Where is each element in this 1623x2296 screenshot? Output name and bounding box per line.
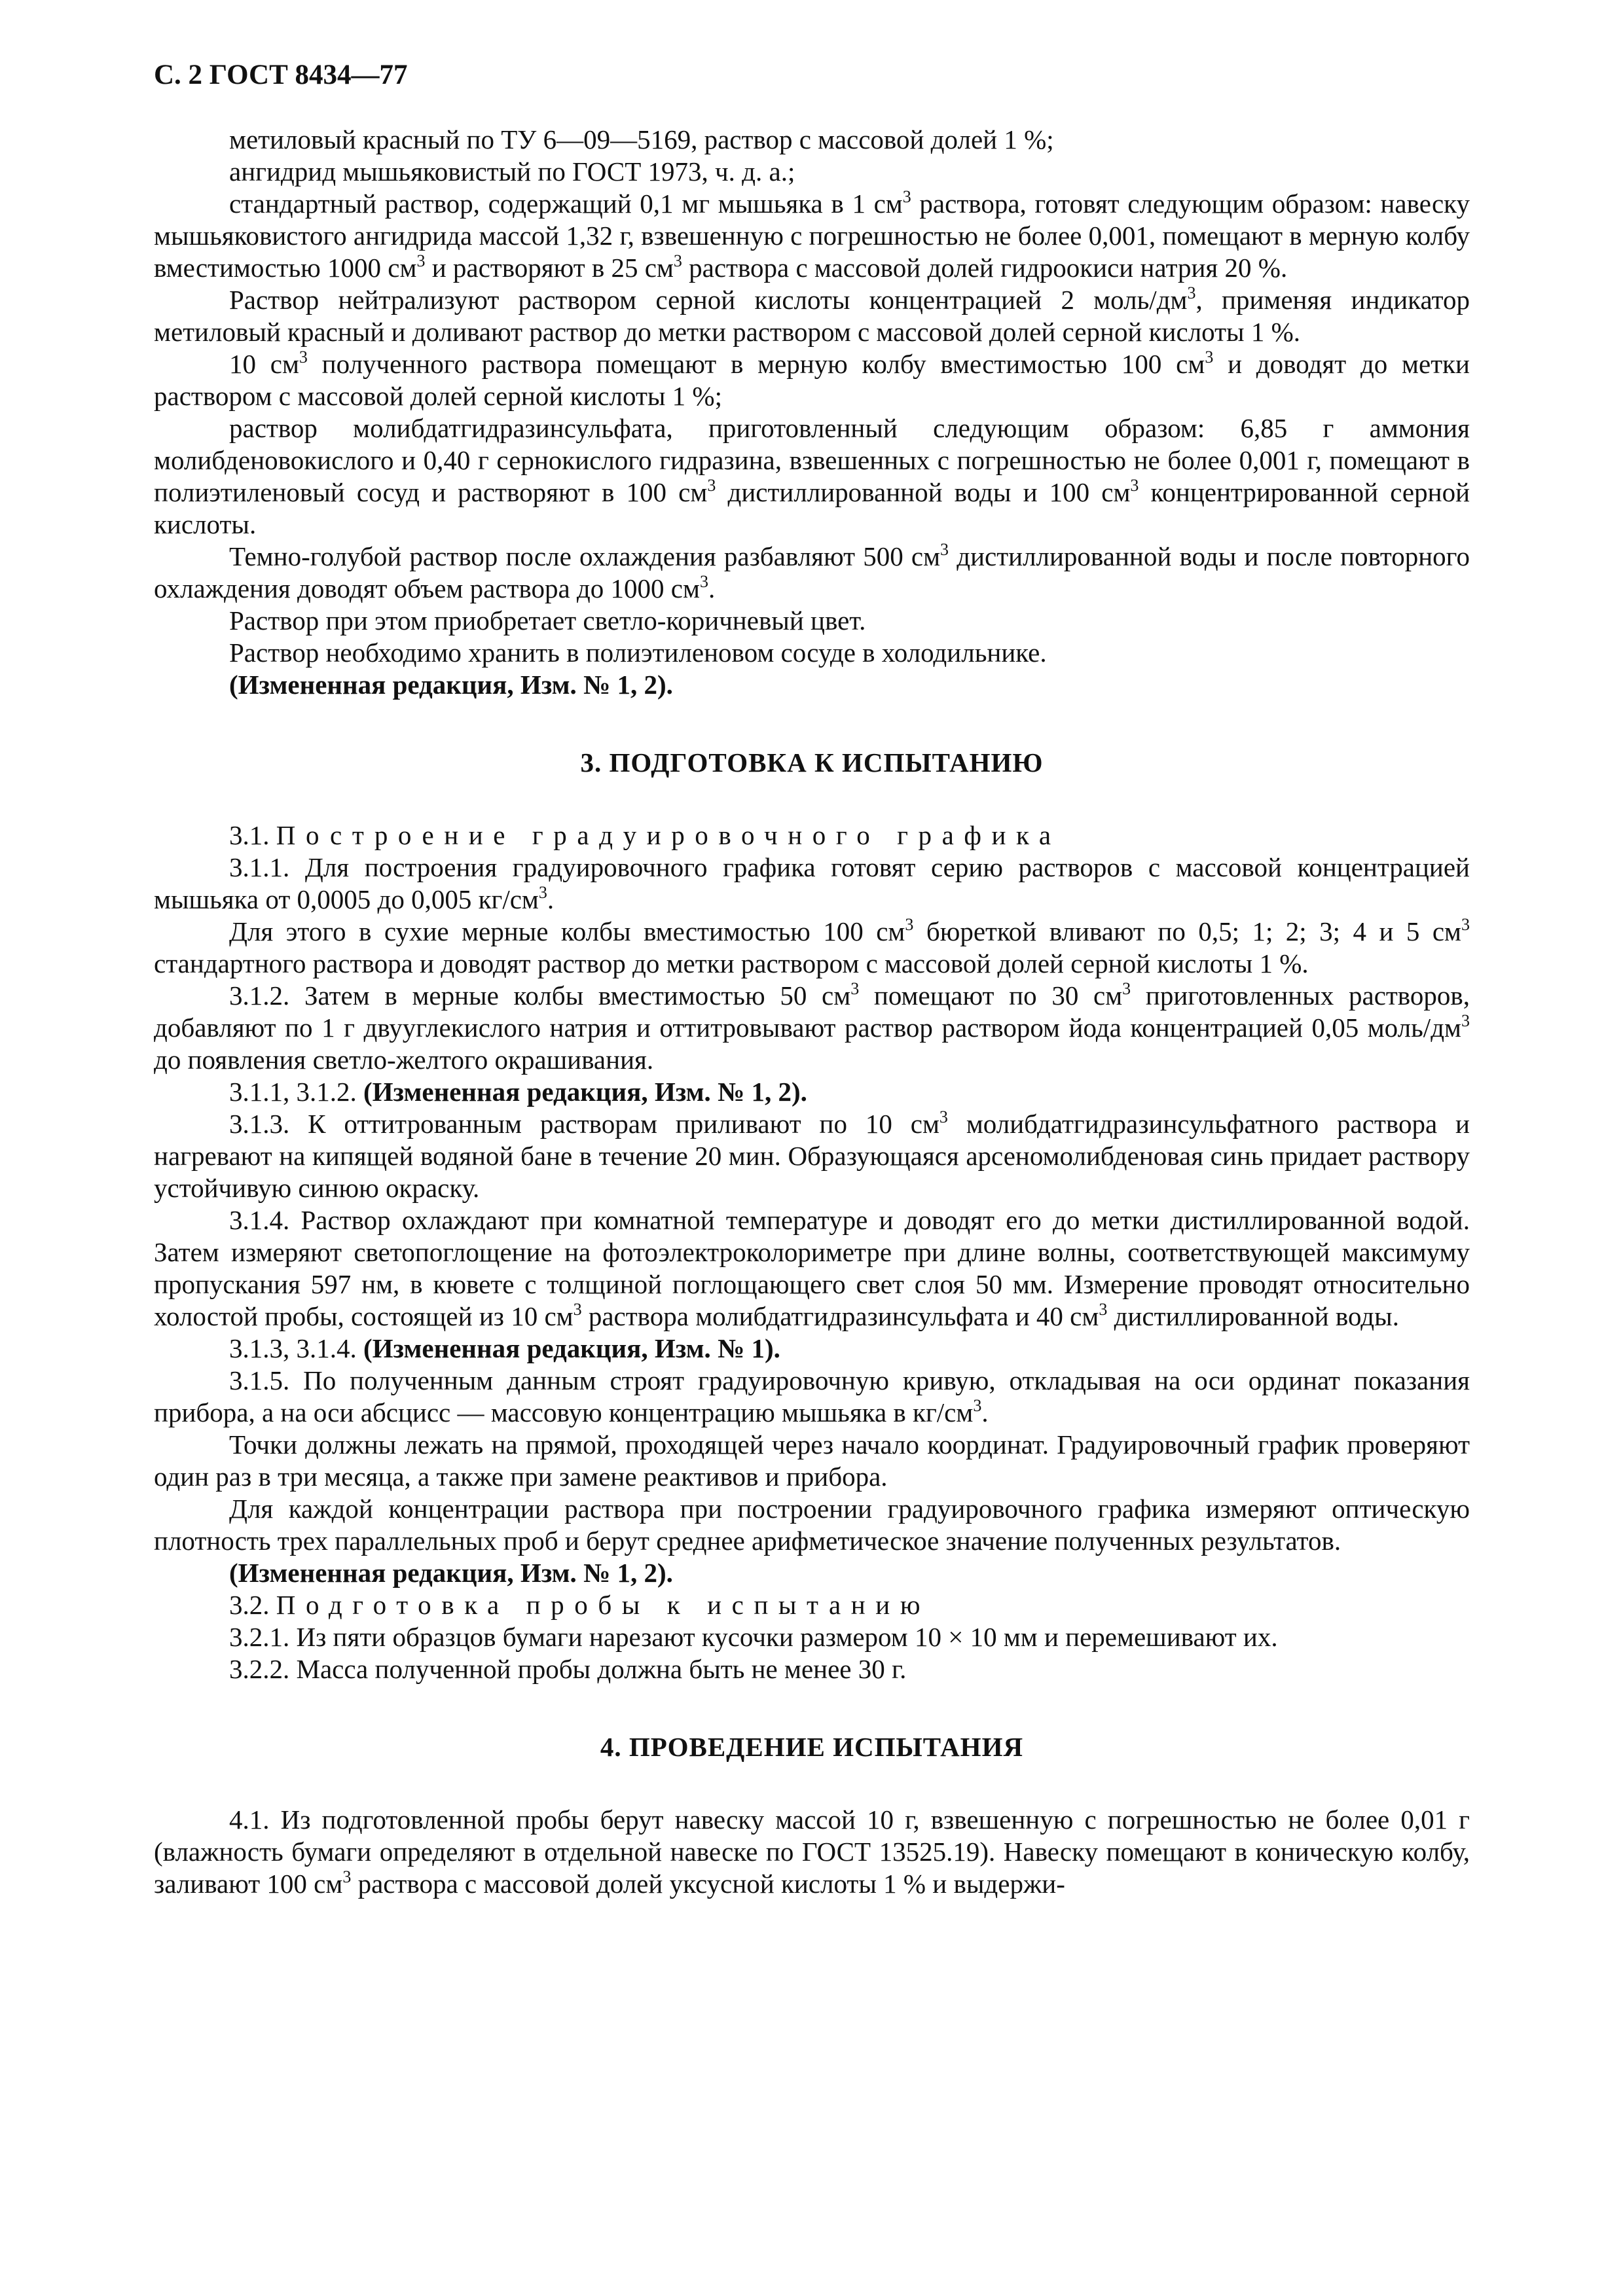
paragraph: 3.1.3. К оттитрованным растворам приливают по 10 $см^3$ молибдатгидразинсульфатного раствора и нагревают на кипящей водяной бане в течение 20 мин. Образующаяся арсеномолибденовая синь придает раствору устойчивую синюю окраску. — [154, 1107, 1470, 1203]
paragraph: (Измененная редакция, Изм. № 1, 2). — [229, 1558, 673, 1588]
document-body — [154, 124, 1470, 1900]
paragraph: 3.1.1. Для построения градуировочного графика готовят серию растворов с массовой концентрацией мышьяка от 0,0005 до 0,005 $кг/см^3$. — [154, 852, 1470, 914]
paragraph: 3.1. Построение градуировочного графика — [229, 820, 1061, 850]
paragraph: Раствор при этом приобретает светло-коричневый цвет. — [229, 605, 866, 636]
paragraph: Для этого в сухие мерные колбы вместимостью 100 $см^3$ бюреткой вливают по 0,5; 1; 2; 3; 4 и 5 $см^3$ стандартного раствора и доводят раствор до метки раствором с массовой долей серной кислоты 1 %. — [154, 915, 1470, 978]
paragraph: 3.1.2. Затем в мерные колбы вместимостью 50 $см^3$ помещают по 30 $см^3$ приготовленных растворов, добавляют по 1 г двууглекислого натрия и оттитровывают раствор раствором йода концентрацией 0,05 моль/$дм^3$ до появления светло-желтого окрашивания. — [154, 979, 1470, 1075]
paragraph: 3.1.1, 3.1.2. (Измененная редакция, Изм. № 1, 2). — [229, 1077, 807, 1107]
paragraph: 3.1.3, 3.1.4. (Измененная редакция, Изм. № 1). — [229, 1333, 780, 1363]
paragraph: стандартный раствор, содержащий 0,1 мг мышьяка в 1 $см^3$ раствора, готовят следующим образом: навеску мышьяковистого ангидрида массой 1,32 г, взвешенную с погрешностью не более 0,001, помещают в мерную колбу вместимостью 1000 $см^3$ и растворяют в 25 $см^3$ раствора с массовой долей гидроокиси натрия 20 %. — [154, 187, 1470, 283]
paragraph: Темно-голубой раствор после охлаждения разбавляют 500 $см^3$ дистиллированной воды и после повторного охлаждения доводят объем раствора до 1000 $см^3$. — [154, 540, 1470, 603]
paragraph: (Измененная редакция, Изм. № 1, 2). — [229, 670, 673, 700]
paragraph: 10 $см^3$ полученного раствора помещают в мерную колбу вместимостью 100 $см^3$ и доводят до метки раствором с массовой долей серной кислоты 1 %; — [154, 348, 1470, 411]
section-heading: 4. ПРОВЕДЕНИЕ ИСПЫТАНИЯ — [600, 1732, 1024, 1762]
paragraph: 3.2.1. Из пяти образцов бумаги нарезают кусочки размером 10 × 10 мм и перемешивают их. — [229, 1622, 1278, 1652]
page-header: С. 2 ГОСТ 8434—77 — [154, 60, 408, 90]
paragraph: Раствор нейтрализуют раствором серной кислоты концентрацией 2 моль/$дм^3$, применяя индикатор метиловый красный и доливают раствор до метки раствором с массовой долей серной кислоты 1 %. — [154, 283, 1470, 347]
paragraph: 3.2.2. Масса полученной пробы должна быть не менее 30 г. — [229, 1654, 907, 1684]
section-heading: 3. ПОДГОТОВКА К ИСПЫТАНИЮ — [580, 747, 1044, 778]
paragraph: раствор молибдатгидразинсульфата, приготовленный следующим образом: 6,85 г аммония молибденовокислого и 0,40 г сернокислого гидразина, взвешенных с погрешностью не более 0,001 г, помещают в полиэтиленовый сосуд и растворяют в 100 $см^3$ дистиллированной воды и 100 $см^3$ концентрированной серной кислоты. — [154, 413, 1470, 539]
paragraph: 3.1.4. Раствор охлаждают при комнатной температуре и доводят его до метки дистиллированной водой. Затем измеряют светопоглощение на фотоэлектроколориметре при длине волны, соответствующей максимуму пропускания 597 нм, в кювете с толщиной поглощающего свет слоя 50 мм. Измерение проводят относительно холостой пробы, состоящей из 10 $см^3$ раствора молибдатгидразинсульфата и 40 $см^3$ дистиллированной воды. — [154, 1205, 1470, 1331]
paragraph: метиловый красный по ТУ 6—09—5169, раствор с массовой долей 1 %; — [229, 124, 1054, 154]
paragraph: ангидрид мышьяковистый по ГОСТ 1973, ч. д. а.; — [229, 156, 795, 187]
paragraph: Раствор необходимо хранить в полиэтиленовом сосуде в холодильнике. — [229, 637, 1047, 668]
document-page — [154, 59, 1470, 1900]
paragraph: 3.1.5. По полученным данным строят градуировочную кривую, откладывая на оси ординат показания прибора, а на оси абсцисс — массовую концентрацию мышьяка в $кг/см^3$. — [154, 1365, 1470, 1427]
paragraph: 3.2. Подготовка пробы к испытанию — [229, 1590, 931, 1620]
paragraph: Точки должны лежать на прямой, проходящей через начало координат. Градуировочный график проверяют один раз в три месяца, а также при замене реактивов и прибора. — [154, 1429, 1470, 1492]
paragraph: Для каждой концентрации раствора при построении градуировочного графика измеряют оптическую плотность трех параллельных проб и берут среднее арифметическое значение полученных результатов. — [154, 1494, 1470, 1556]
paragraph: 4.1. Из подготовленной пробы берут навеску массой 10 г, взвешенную с погрешностью не более 0,01 г (влажность бумаги определяют в отдельной навеске по ГОСТ 13525.19). Навеску помещают в коническую колбу, заливают 100 $см^3$ раствора с массовой долей уксусной кислоты 1 % и выдержи- — [154, 1804, 1470, 1899]
